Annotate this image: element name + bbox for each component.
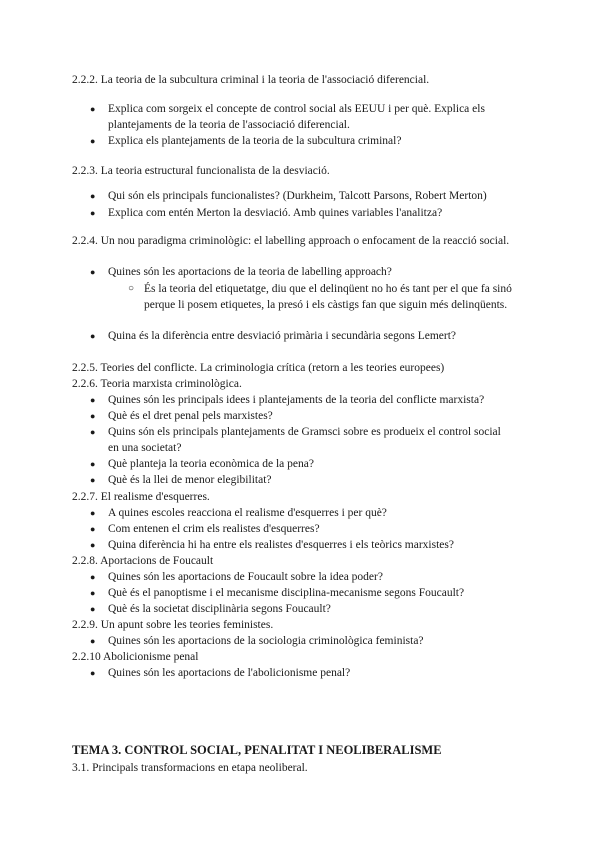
bullet-icon: ● <box>90 136 96 146</box>
bullet-icon: ● <box>90 267 96 277</box>
list-item: ● Què és la societat disciplinària segons Foucault? <box>90 603 331 615</box>
bullet-icon: ● <box>90 104 96 114</box>
circle-bullet-icon: ○ <box>128 283 135 294</box>
section-heading-2-2-2: 2.2.2. La teoria de la subcultura criminal i la teoria de l'associació diferencial. <box>72 74 430 86</box>
list-item: ● Explica com sorgeix el concepte de control social als EEUU i per què. Explica els plantejaments de la teoria de l'associació diferencial. <box>90 103 485 131</box>
list-item: ● Què planteja la teoria econòmica de la pena? <box>90 458 314 470</box>
bullet-icon: ● <box>90 540 96 550</box>
list-item: ● Explica com entén Merton la desviació. Amb quines variables l'analitza? <box>90 207 443 219</box>
bullet-icon: ● <box>90 459 96 469</box>
list-item: ● Quines són les aportacions de Foucault sobre la idea poder? <box>90 571 383 583</box>
list-item: ● Quines són les principals idees i plantejaments de la teoria del conflicte marxista? <box>90 394 485 406</box>
bullet-icon: ● <box>90 411 96 421</box>
bullet-icon: ● <box>90 668 96 678</box>
list-item: ● Què és la llei de menor elegibilitat? <box>90 474 272 486</box>
bullet-icon: ● <box>90 191 96 201</box>
bullet-icon: ● <box>90 508 96 518</box>
tema-subtitle: 3.1. Principals transformacions en etapa neoliberal. <box>72 762 308 774</box>
section-heading-2-2-7: 2.2.7. El realisme d'esquerres. <box>72 491 210 503</box>
list-item: ● Quina és la diferència entre desviació primària i secundària segons Lemert? <box>90 330 457 342</box>
section-heading-2-2-6: 2.2.6. Teoria marxista criminològica. <box>72 378 242 390</box>
bullet-icon: ● <box>90 208 96 218</box>
list-item: ● Quines són les aportacions de l'abolicionisme penal? <box>90 667 351 679</box>
list-item: ● Com entenen el crim els realistes d'esquerres? <box>90 523 320 535</box>
list-item: ● Quins són els principals plantejaments de Gramsci sobre es produeix el control social en una societat? <box>90 426 501 454</box>
section-heading-2-2-5: 2.2.5. Teories del conflicte. La criminologia crítica (retorn a les teories europees) <box>72 362 445 374</box>
section-heading-2-2-4: 2.2.4. Un nou paradigma criminològic: el labelling approach o enfocament de la reacció social. <box>72 235 510 247</box>
bullet-icon: ● <box>90 395 96 405</box>
section-heading-2-2-9: 2.2.9. Un apunt sobre les teories feministes. <box>72 619 274 631</box>
sub-list-item: ○ És la teoria del etiquetatge, diu que el delinqüent no ho és tant per el que fa sinó perque li posem etiquetes, la presó i els càstigs fan que siguin més delinqüents. <box>128 283 512 311</box>
bullet-icon: ● <box>90 636 96 646</box>
list-item: ● Qui són els principals funcionalistes? (Durkheim, Talcott Parsons, Robert Merton) <box>90 190 487 202</box>
bullet-icon: ● <box>90 588 96 598</box>
section-heading-2-2-10: 2.2.10 Abolicionisme penal <box>72 651 199 663</box>
bullet-icon: ● <box>90 572 96 582</box>
list-item: ● Quines són les aportacions de la sociologia criminològica feminista? <box>90 635 424 647</box>
section-heading-2-2-3: 2.2.3. La teoria estructural funcionalista de la desviació. <box>72 165 330 177</box>
bullet-icon: ● <box>90 604 96 614</box>
bullet-icon: ● <box>90 524 96 534</box>
list-item: ● Què és el panoptisme i el mecanisme disciplina-mecanisme segons Foucault? <box>90 587 465 599</box>
section-heading-2-2-8: 2.2.8. Aportacions de Foucault <box>72 555 214 567</box>
bullet-icon: ● <box>90 427 96 437</box>
list-item: ● Quina diferència hi ha entre els realistes d'esquerres i els teòrics marxistes? <box>90 539 454 551</box>
list-item: ● A quines escoles reacciona el realisme d'esquerres i per què? <box>90 507 387 519</box>
bullet-icon: ● <box>90 331 96 341</box>
list-item: ● Explica els plantejaments de la teoria de la subcultura criminal? <box>90 135 402 147</box>
tema-title: TEMA 3. CONTROL SOCIAL, PENALITAT I NEOLIBERALISME <box>72 743 442 757</box>
bullet-icon: ● <box>90 475 96 485</box>
list-item: ● Quines són les aportacions de la teoria de labelling approach? <box>90 266 392 278</box>
list-item: ● Què és el dret penal pels marxistes? <box>90 410 273 422</box>
